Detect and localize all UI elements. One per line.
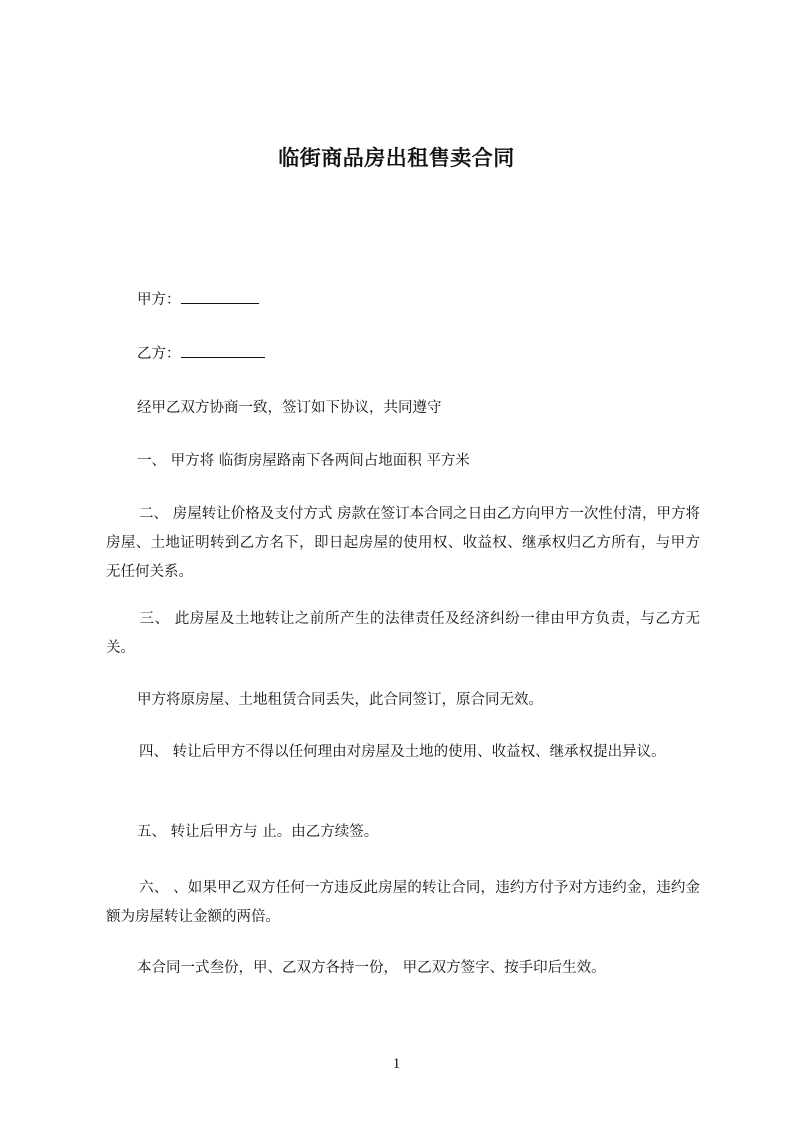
clause-5: 五、 转让后甲方与 止。由乙方续签。 <box>137 824 379 840</box>
clause-4-text: 四、 转让后甲方不得以任何理由对房屋及土地的使用、收益权、继承权提出异议。 <box>139 744 666 760</box>
party-b-line <box>137 344 265 364</box>
clause-1: 一、 甲方将 临街房屋路南下各两间占地面积 平方米 <box>137 453 470 469</box>
clause-3-text: 三、 此房屋及土地转让之前所产生的法律责任及经济纠纷一律由甲方负责，与乙方无关。 <box>106 611 700 656</box>
clause-6-text: 六、 、如果甲乙双方任何一方违反此房屋的转让合同，违约方付予对方违约金，违约金额为房屋转让金额的两倍。 <box>106 880 700 925</box>
party-b-label: 乙方： <box>137 346 181 362</box>
party-a-label: 甲方： <box>137 292 181 308</box>
clause-3 <box>106 605 700 663</box>
page-number: 1 <box>392 1056 401 1072</box>
party-a-line <box>137 290 259 310</box>
closing-text: 本合同一式叁份，甲、乙双方各持一份， 甲乙双方签字、按手印后生效。 <box>137 960 606 976</box>
clause-2-text: 二、 房屋转让价格及支付方式 房款在签订本合同之日由乙方向甲方一次性付清，甲方将房屋、土地证明转到乙方名下，即日起房屋的使用权、收益权、继承权归乙方所有，与甲方无任何关系。 <box>106 506 700 580</box>
clause-2 <box>106 500 700 587</box>
clause-4 <box>106 738 700 767</box>
party-a-blank <box>181 290 259 304</box>
note-lost-contract: 甲方将原房屋、土地租赁合同丢失，此合同签订，原合同无效。 <box>137 692 543 708</box>
party-b-blank <box>181 344 265 358</box>
clause-6 <box>106 874 700 932</box>
document-title: 临街商品房出租售卖合同 <box>278 146 515 170</box>
intro-text: 经甲乙双方协商一致，签订如下协议，共同遵守 <box>137 400 442 416</box>
